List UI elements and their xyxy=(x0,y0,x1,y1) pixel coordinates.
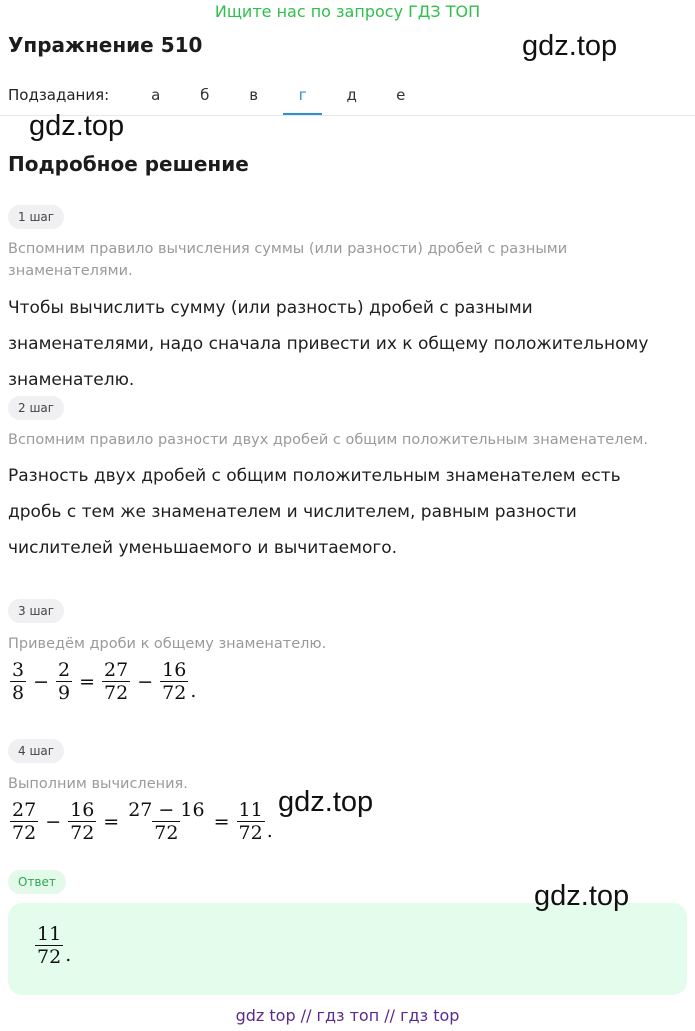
denominator: 8 xyxy=(12,682,25,704)
fraction xyxy=(35,923,63,968)
page-title: Упражнение 510 xyxy=(8,33,203,57)
numerator: 2 xyxy=(58,659,71,681)
denominator: 72 xyxy=(154,822,179,844)
fraction xyxy=(237,799,265,844)
numerator: 27 xyxy=(104,659,129,681)
step-badge: 1 шаг xyxy=(8,205,64,229)
denominator: 72 xyxy=(70,822,95,844)
operator: − xyxy=(33,670,50,693)
operator: − xyxy=(45,810,62,833)
watermark: gdz.top xyxy=(534,880,630,912)
step-badge: 2 шаг xyxy=(8,396,64,420)
denominator: 9 xyxy=(58,682,71,704)
math-expression xyxy=(8,659,196,704)
denominator: 72 xyxy=(238,822,263,844)
watermark: gdz.top xyxy=(29,110,125,142)
step-hint: Вспомним правило вычисления суммы (или разности) дробей с разными знаменателями. xyxy=(8,241,568,279)
watermark: gdz.top xyxy=(278,786,374,818)
subtask-tab-a[interactable]: а xyxy=(151,86,161,104)
numerator: 3 xyxy=(12,659,25,681)
footer-links[interactable]: gdz top // гдз топ // гдз top xyxy=(235,1006,460,1025)
operator: − xyxy=(137,670,154,693)
numerator: 16 xyxy=(70,799,95,821)
period: . xyxy=(65,944,72,966)
numerator: 27 xyxy=(12,799,37,821)
subtasks-label: Подзадания: xyxy=(8,86,110,104)
fraction xyxy=(10,659,26,704)
promo-banner[interactable]: Ищите нас по запросу ГДЗ ТОП xyxy=(214,2,481,21)
step-badge: 4 шаг xyxy=(8,739,64,763)
subtask-tab-v[interactable]: в xyxy=(249,86,259,104)
answer-expression xyxy=(33,923,71,968)
subtask-tab-g[interactable]: г xyxy=(278,86,327,104)
operator: = xyxy=(213,810,230,833)
operator: = xyxy=(103,810,120,833)
watermark: gdz.top xyxy=(522,30,618,62)
numerator: 11 xyxy=(238,799,263,821)
answer-badge: Ответ xyxy=(8,870,66,894)
subtask-tab-e[interactable]: е xyxy=(396,86,406,104)
period: . xyxy=(190,680,197,702)
fraction xyxy=(102,659,130,704)
fraction xyxy=(160,659,188,704)
numerator: 27 − 16 xyxy=(128,799,205,821)
answer-box xyxy=(8,903,687,995)
subtask-tab-d[interactable]: д xyxy=(346,86,357,104)
fraction xyxy=(56,659,72,704)
subtask-tab-b[interactable]: б xyxy=(200,86,210,104)
numerator: 11 xyxy=(37,923,62,945)
math-expression xyxy=(8,799,273,844)
step-hint: Выполним вычисления. xyxy=(8,776,188,792)
operator: = xyxy=(79,670,96,693)
period: . xyxy=(266,820,273,842)
fraction xyxy=(10,799,38,844)
numerator: 16 xyxy=(162,659,187,681)
step-badge: 3 шаг xyxy=(8,599,64,623)
step-text: Разность двух дробей с общим положительным знаменателем есть дробь с тем же знаменателем и числителем, равным разности числителей уменьшаемого и вычитаемого. xyxy=(8,466,621,558)
fraction xyxy=(126,799,206,844)
denominator: 72 xyxy=(162,682,187,704)
solution-title: Подробное решение xyxy=(8,152,249,176)
step-text: Чтобы вычислить сумму (или разность) дробей с разными знаменателями, надо сначала привести их к общему положительному знаменателю. xyxy=(8,298,649,390)
denominator: 72 xyxy=(12,822,37,844)
step-hint: Приведём дроби к общему знаменателю. xyxy=(8,636,327,652)
denominator: 72 xyxy=(104,682,129,704)
denominator: 72 xyxy=(37,946,62,968)
step-hint: Вспомним правило разности двух дробей с общим положительным знаменателем. xyxy=(8,432,648,448)
fraction xyxy=(68,799,96,844)
